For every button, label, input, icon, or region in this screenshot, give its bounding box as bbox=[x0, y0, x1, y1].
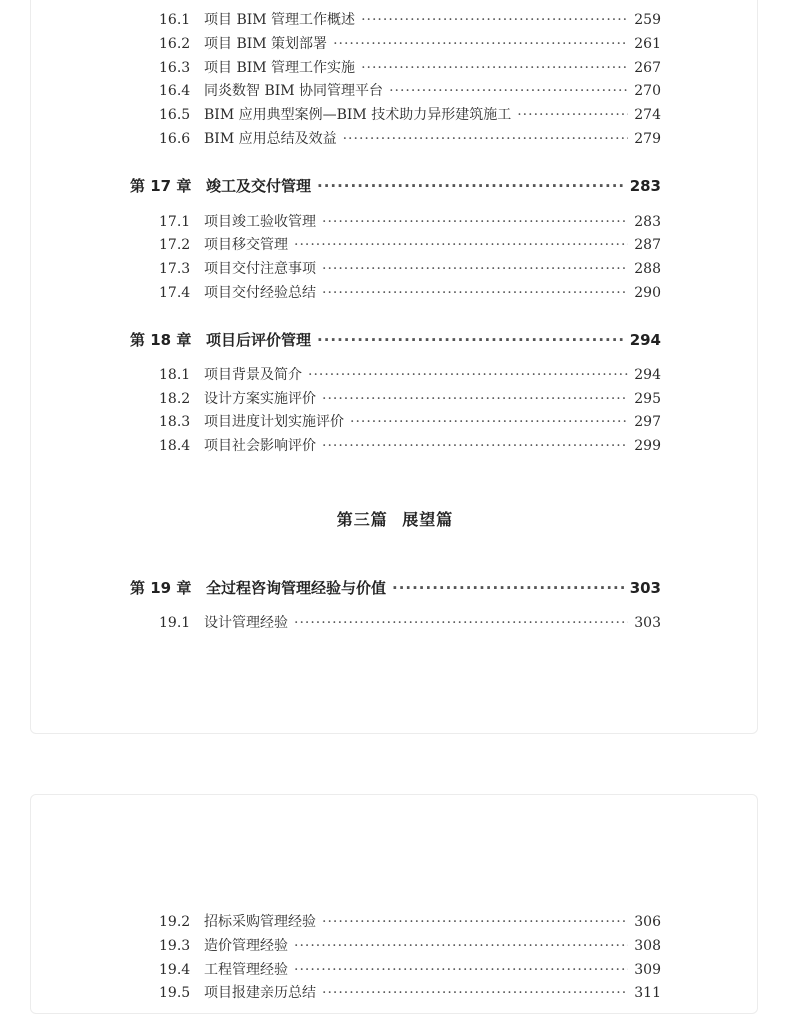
section-number: 17.3 bbox=[159, 261, 191, 277]
page-number: 306 bbox=[634, 914, 661, 930]
section-title: 项目报建亲历总结 bbox=[204, 985, 316, 1001]
page-number: 267 bbox=[634, 60, 661, 76]
section-title: 项目交付经验总结 bbox=[204, 285, 316, 301]
toc-entry-16-2 bbox=[159, 33, 661, 55]
page-number: 270 bbox=[634, 83, 661, 99]
page-number: 311 bbox=[634, 985, 661, 1001]
dot-leader bbox=[317, 331, 624, 349]
section-number: 16.5 bbox=[159, 107, 191, 123]
dot-leader bbox=[294, 237, 628, 253]
page-number: 303 bbox=[634, 615, 661, 631]
toc-entry-17-3 bbox=[159, 258, 661, 280]
section-title: BIM 应用总结及效益 bbox=[204, 131, 337, 147]
dot-leader bbox=[350, 414, 628, 430]
toc-entry-18-2 bbox=[159, 388, 661, 410]
toc-entry-18-1 bbox=[159, 364, 661, 386]
section-number: 18.4 bbox=[159, 438, 191, 454]
page-number: 294 bbox=[634, 367, 661, 383]
section-number: 16.2 bbox=[159, 36, 191, 52]
toc-entry-17-4 bbox=[159, 282, 661, 304]
dot-leader bbox=[517, 107, 628, 123]
page-number: 309 bbox=[634, 962, 661, 978]
part-heading: 第三篇 展望篇 bbox=[336, 510, 454, 529]
page-number: 294 bbox=[629, 331, 661, 349]
section-number: 18.3 bbox=[159, 414, 191, 430]
section-number: 19.3 bbox=[159, 938, 191, 954]
chapter-number: 第 19 章 bbox=[130, 579, 192, 597]
toc-entry-19-5 bbox=[159, 982, 661, 1004]
section-title: 项目移交管理 bbox=[204, 237, 288, 253]
toc-entry-19-1 bbox=[159, 612, 661, 634]
page-number: 288 bbox=[634, 261, 661, 277]
section-title: 设计管理经验 bbox=[204, 615, 288, 631]
chapter-title: 项目后评价管理 bbox=[206, 331, 312, 349]
dot-leader bbox=[322, 391, 628, 407]
dot-leader bbox=[322, 985, 628, 1001]
page-number: 259 bbox=[634, 12, 661, 28]
section-number: 18.1 bbox=[159, 367, 191, 383]
page-number: 299 bbox=[634, 438, 661, 454]
page-number: 303 bbox=[629, 579, 661, 597]
page-number: 297 bbox=[634, 414, 661, 430]
section-number: 16.6 bbox=[159, 131, 191, 147]
section-number: 16.1 bbox=[159, 12, 191, 28]
section-title: 工程管理经验 bbox=[204, 962, 288, 978]
section-title: BIM 应用典型案例—BIM 技术助力异形建筑施工 bbox=[204, 107, 512, 123]
chapter-title: 竣工及交付管理 bbox=[206, 177, 312, 195]
dot-leader bbox=[294, 962, 628, 978]
dot-leader bbox=[322, 261, 628, 277]
section-number: 19.2 bbox=[159, 914, 191, 930]
toc-chapter-19 bbox=[130, 577, 661, 601]
toc-entry-19-3 bbox=[159, 935, 661, 957]
chapter-number: 第 17 章 bbox=[130, 177, 192, 195]
page-number: 290 bbox=[634, 285, 661, 301]
dot-leader bbox=[294, 615, 628, 631]
dot-leader bbox=[361, 12, 628, 28]
toc-page-bottom bbox=[30, 794, 758, 1014]
toc-entry-16-4 bbox=[159, 80, 661, 102]
section-title: 项目 BIM 管理工作概述 bbox=[204, 12, 356, 28]
section-title: 项目进度计划实施评价 bbox=[204, 414, 344, 430]
page-number: 308 bbox=[634, 938, 661, 954]
section-title: 同炎数智 BIM 协同管理平台 bbox=[204, 83, 384, 99]
page-number: 274 bbox=[634, 107, 661, 123]
toc-chapter-18 bbox=[130, 329, 661, 353]
toc-chapter-17 bbox=[130, 175, 661, 199]
section-number: 18.2 bbox=[159, 391, 191, 407]
section-number: 16.4 bbox=[159, 83, 191, 99]
section-title: 项目 BIM 策划部署 bbox=[204, 36, 328, 52]
section-number: 17.2 bbox=[159, 237, 191, 253]
section-title: 设计方案实施评价 bbox=[204, 391, 316, 407]
page-number: 295 bbox=[634, 391, 661, 407]
page-number: 283 bbox=[629, 177, 661, 195]
section-number: 19.1 bbox=[159, 615, 191, 631]
section-number: 16.3 bbox=[159, 60, 191, 76]
section-title: 招标采购管理经验 bbox=[204, 914, 316, 930]
section-number: 17.4 bbox=[159, 285, 191, 301]
dot-leader bbox=[389, 83, 628, 99]
toc-entry-16-3 bbox=[159, 57, 661, 79]
section-number: 19.5 bbox=[159, 985, 191, 1001]
toc-entry-19-2 bbox=[159, 911, 661, 933]
dot-leader bbox=[322, 914, 628, 930]
dot-leader bbox=[308, 367, 628, 383]
toc-entry-18-3 bbox=[159, 411, 661, 433]
dot-leader bbox=[333, 36, 628, 52]
page-number: 287 bbox=[634, 237, 661, 253]
chapter-title: 全过程咨询管理经验与价值 bbox=[206, 579, 387, 597]
section-number: 19.4 bbox=[159, 962, 191, 978]
page-number: 279 bbox=[634, 131, 661, 147]
toc-entry-17-2 bbox=[159, 234, 661, 256]
dot-leader bbox=[322, 285, 628, 301]
dot-leader bbox=[294, 938, 628, 954]
section-title: 项目竣工验收管理 bbox=[204, 214, 316, 230]
dot-leader bbox=[322, 214, 628, 230]
section-number: 17.1 bbox=[159, 214, 191, 230]
page-number: 283 bbox=[634, 214, 661, 230]
section-title: 项目背景及简介 bbox=[204, 367, 302, 383]
section-title: 项目社会影响评价 bbox=[204, 438, 316, 454]
section-title: 造价管理经验 bbox=[204, 938, 288, 954]
section-title: 项目 BIM 管理工作实施 bbox=[204, 60, 356, 76]
page-number: 261 bbox=[634, 36, 661, 52]
dot-leader bbox=[392, 579, 624, 597]
page-gap bbox=[0, 734, 790, 794]
toc-entry-16-5 bbox=[159, 104, 661, 126]
toc-entry-16-6 bbox=[159, 128, 661, 150]
toc-entry-16-1 bbox=[159, 9, 661, 31]
toc-entry-17-1 bbox=[159, 211, 661, 233]
section-title: 项目交付注意事项 bbox=[204, 261, 316, 277]
toc-entry-19-4 bbox=[159, 959, 661, 981]
dot-leader bbox=[361, 60, 628, 76]
toc-entry-18-4 bbox=[159, 435, 661, 457]
chapter-number: 第 18 章 bbox=[130, 331, 192, 349]
dot-leader bbox=[343, 131, 629, 147]
dot-leader bbox=[317, 177, 624, 195]
dot-leader bbox=[322, 438, 628, 454]
